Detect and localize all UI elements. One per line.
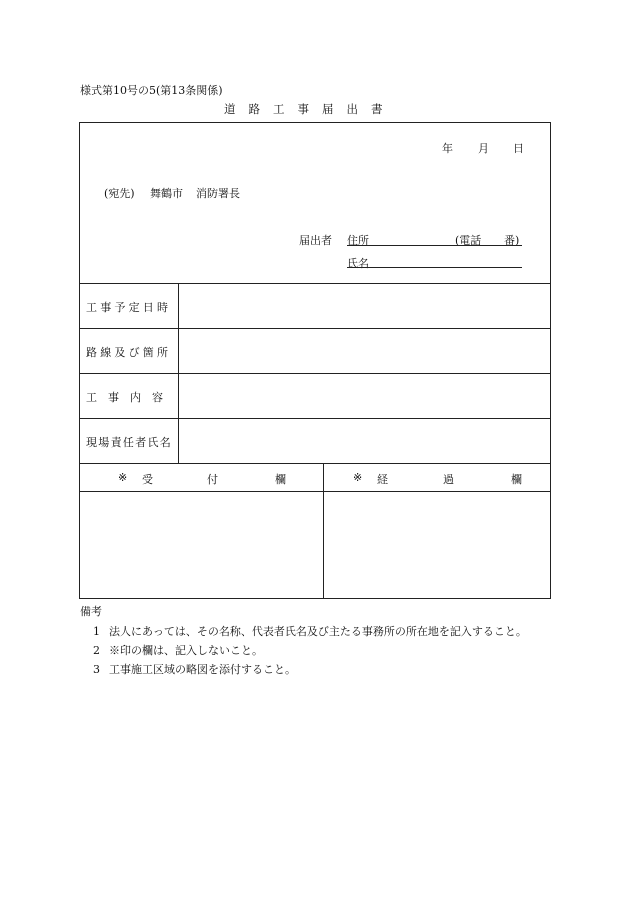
row-divider: [79, 328, 551, 329]
section-column-divider: [323, 463, 324, 599]
content-input-cell[interactable]: [180, 375, 549, 417]
progress-area: [325, 493, 550, 598]
row-divider: [79, 463, 551, 464]
notifier-label: 届出者: [299, 234, 332, 247]
schedule-input-cell[interactable]: [180, 285, 549, 327]
phone-close-label: 番): [504, 234, 520, 247]
note-text: ※印の欄は、記入しないこと。: [109, 644, 263, 657]
addressee-chief: 消防署長: [196, 187, 240, 200]
row-divider: [79, 373, 551, 374]
reception-char: 欄: [275, 473, 286, 486]
note-text: 法人にあっては、その名称、代表者氏名及び主たる事務所の所在地を記入すること。: [109, 625, 527, 638]
reception-char: 付: [207, 473, 218, 486]
note-number: 2: [93, 644, 100, 657]
label-column-divider: [178, 283, 179, 463]
progress-char: 欄: [511, 473, 522, 486]
date-month-label: 月: [478, 142, 489, 155]
date-year-label: 年: [442, 142, 453, 155]
progress-char: 過: [443, 473, 454, 486]
note-item: [93, 642, 263, 658]
row-label-manager: 現場責任者氏名: [86, 436, 173, 449]
addressee-city: 舞鶴市: [150, 187, 183, 200]
note-item: [93, 661, 296, 677]
address-underline[interactable]: [347, 245, 522, 246]
note-number: 3: [93, 663, 100, 676]
section-header-divider: [79, 491, 551, 492]
document-title: 道路工事届出書: [224, 102, 396, 116]
progress-mark: ※: [353, 471, 363, 484]
address-label: 住所: [347, 234, 369, 247]
date-day-label: 日: [513, 142, 524, 155]
row-label-schedule: 工事予定日時: [86, 301, 172, 314]
row-divider: [79, 283, 551, 284]
reception-area: [80, 493, 322, 598]
name-underline[interactable]: [347, 267, 522, 268]
reception-char: 受: [142, 473, 153, 486]
notes-title: 備考: [80, 605, 102, 618]
row-label-content: 工 事 内 容: [86, 391, 163, 404]
form-number: 様式第10号の5(第13条関係): [80, 84, 223, 97]
addressee-prefix: (宛先): [104, 187, 135, 200]
note-text: 工事施工区域の略図を添付すること。: [109, 663, 296, 676]
progress-char: 経: [377, 473, 388, 486]
row-label-route: 路線及び箇所: [86, 346, 172, 359]
row-divider: [79, 418, 551, 419]
note-number: 1: [93, 625, 100, 638]
manager-input-cell[interactable]: [180, 420, 549, 462]
phone-open-label: (電話: [455, 234, 482, 247]
route-input-cell[interactable]: [180, 330, 549, 372]
name-label: 氏名: [347, 257, 369, 270]
note-item: [93, 623, 527, 639]
reception-mark: ※: [118, 471, 128, 484]
